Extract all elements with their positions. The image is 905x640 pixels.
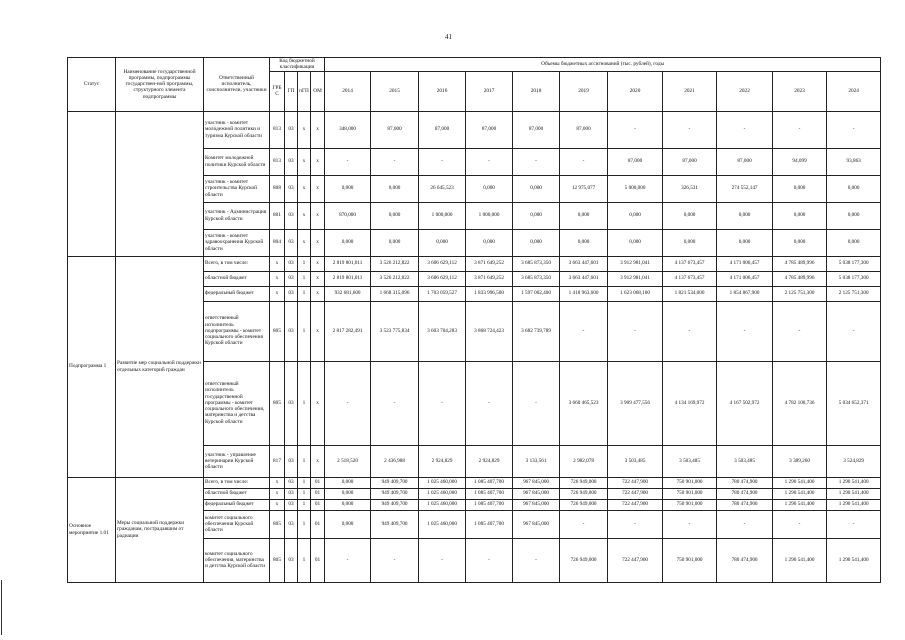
cell-amount: 3 909 477,556 xyxy=(608,361,663,445)
cell-amount: 0,000 xyxy=(419,229,466,256)
cell-code-om: 01 xyxy=(311,510,325,538)
cell-amount: 3 871 649,252 xyxy=(466,271,513,286)
cell-amount: 780 474,900 xyxy=(717,538,773,582)
cell-amount: 0,000 xyxy=(560,229,608,256)
cell-amount: 0,000 xyxy=(466,175,513,202)
cell-code-gp: 03 xyxy=(285,286,298,301)
cell-amount: 1 623 068,100 xyxy=(608,286,663,301)
cell-amount: 4 171 006,457 xyxy=(717,256,773,271)
cell-code-pgp: х xyxy=(298,148,311,175)
cell-amount: - xyxy=(827,111,881,148)
cell-code-pgp: 1 xyxy=(298,301,311,361)
cell-amount: - xyxy=(560,148,608,175)
cell-amount: 4 782 100,736 xyxy=(773,361,827,445)
cell-amount: 326,531 xyxy=(663,175,717,202)
cell-code-om: х xyxy=(311,361,325,445)
cell-amount: 3 133,561 xyxy=(513,445,560,477)
cell-amount: 0,000 xyxy=(325,229,371,256)
cell-code-pgp: х xyxy=(298,229,311,256)
header-code-group: Код бюджетной классификации xyxy=(270,58,325,72)
header-year: 2015 xyxy=(371,71,419,111)
cell-amount: 1 085 407,700 xyxy=(466,510,513,538)
cell-amount: - xyxy=(827,301,881,361)
cell-amount: 932 681,600 xyxy=(325,286,371,301)
cell-amount: - xyxy=(513,148,560,175)
cell-amount: - xyxy=(663,510,717,538)
cell-code-gp: 03 xyxy=(285,148,298,175)
cell-amount: 0,000 xyxy=(663,229,717,256)
cell-amount: 0,000 xyxy=(773,229,827,256)
budget-table xyxy=(67,57,881,583)
header-year: 2022 xyxy=(717,71,773,111)
cell-amount: 750 901,000 xyxy=(663,538,717,582)
cell-amount: 3 526 212,822 xyxy=(371,271,419,286)
cell-responsible: комитет социального обеспечения Курской области xyxy=(204,510,270,538)
cell-code-grbs: 804 xyxy=(270,229,285,256)
cell-amount: 4 167 502,972 xyxy=(717,361,773,445)
cell-amount: 3 606 629,112 xyxy=(419,256,466,271)
cell-code-pgp: х xyxy=(298,175,311,202)
cell-code-gp: 03 xyxy=(285,510,298,538)
cell-responsible: участник - управление ветеринарии Курской области xyxy=(204,445,270,477)
cell-code-om: х xyxy=(311,256,325,271)
cell-amount: - xyxy=(513,538,560,582)
cell-code-om: 01 xyxy=(311,499,325,510)
cell-amount: 3 663 447,601 xyxy=(560,256,608,271)
cell-code-grbs: х xyxy=(270,256,285,271)
cell-amount: 0,000 xyxy=(717,202,773,229)
header-name: Наименование государственной программы, подпрограммы государствен-ной программы, структурного элемента подпрограммы xyxy=(116,58,204,112)
cell-amount: 3 682 739,789 xyxy=(513,301,560,361)
cell-amount: 1 000,000 xyxy=(419,202,466,229)
cell-amount: 1 668 315,096 xyxy=(371,286,419,301)
cell-amount: 4 785 489,996 xyxy=(773,256,827,271)
cell-amount: 722 447,900 xyxy=(608,477,663,488)
cell-code-pgp: 1 xyxy=(298,488,311,499)
cell-code-om: х xyxy=(311,202,325,229)
cell-status: Подпрограмма 1 xyxy=(68,256,116,477)
header-year: 2018 xyxy=(513,71,560,111)
cell-code-om: 01 xyxy=(311,477,325,488)
cell-amount: 3 503,485 xyxy=(717,445,773,477)
cell-amount: 0,000 xyxy=(827,175,881,202)
cell-amount: 2 436,988 xyxy=(371,445,419,477)
cell-amount: - xyxy=(466,361,513,445)
cell-amount: 1 290 541,400 xyxy=(773,538,827,582)
cell-amount: 1 597 002,400 xyxy=(513,286,560,301)
header-year: 2019 xyxy=(560,71,608,111)
cell-amount: 2 819 801,011 xyxy=(325,256,371,271)
cell-amount: 0,000 xyxy=(513,229,560,256)
cell-responsible: Комитет молодежной политики Курской области xyxy=(204,148,270,175)
cell-responsible: ответственный исполнитель государственной программы - комитет социального обеспечения, материнства и детства Курской области xyxy=(204,361,270,445)
cell-amount: 0,000 xyxy=(466,229,513,256)
cell-amount: 0,000 xyxy=(827,229,881,256)
cell-amount: - xyxy=(325,538,371,582)
cell-amount: 0,000 xyxy=(325,175,371,202)
cell-amount: - xyxy=(717,301,773,361)
cell-amount: 0,000 xyxy=(560,202,608,229)
cell-amount: - xyxy=(325,361,371,445)
cell-code-om: х xyxy=(311,111,325,148)
cell-amount: 3 868 724,423 xyxy=(466,301,513,361)
cell-responsible: Всего, в том числе: xyxy=(204,256,270,271)
cell-amount: 0,000 xyxy=(325,488,371,499)
cell-amount: 0,000 xyxy=(773,175,827,202)
cell-amount: - xyxy=(773,301,827,361)
cell-code-gp: 03 xyxy=(285,445,298,477)
cell-amount: 2 924,829 xyxy=(466,445,513,477)
cell-code-grbs: х xyxy=(270,286,285,301)
cell-amount: - xyxy=(513,361,560,445)
cell-responsible: участник - Администрация Курской области xyxy=(204,202,270,229)
cell-amount: 1 290 541,400 xyxy=(773,477,827,488)
cell-amount: 1 703 059,527 xyxy=(419,286,466,301)
cell-code-om: х xyxy=(311,271,325,286)
cell-name: Развитие мер социальной поддержки отдельных категорий граждан xyxy=(116,256,204,477)
header-year: 2023 xyxy=(773,71,827,111)
cell-code-gp: 03 xyxy=(285,361,298,445)
cell-amount: 87,000 xyxy=(717,148,773,175)
cell-code-grbs: х xyxy=(270,271,285,286)
cell-code-pgp: х xyxy=(298,111,311,148)
cell-amount: 5 034 652,371 xyxy=(827,361,881,445)
cell-code-gp: 03 xyxy=(285,256,298,271)
cell-amount: 722 447,900 xyxy=(608,488,663,499)
cell-code-grbs: 813 xyxy=(270,111,285,148)
cell-amount: 3 660 465,523 xyxy=(560,361,608,445)
cell-code-gp: 03 xyxy=(285,488,298,499)
table-row xyxy=(68,256,881,271)
cell-amount: 26 645,523 xyxy=(419,175,466,202)
cell-amount: 750 901,000 xyxy=(663,499,717,510)
cell-code-gp: 03 xyxy=(285,477,298,488)
cell-code-grbs: 808 xyxy=(270,175,285,202)
header-code: ОМ xyxy=(311,71,325,111)
cell-amount: 87,000 xyxy=(663,148,717,175)
cell-name: Меры социальной поддержки гражданам, пострадавшим от радиации xyxy=(116,477,204,582)
cell-amount: 0,000 xyxy=(325,477,371,488)
cell-amount: 3 389,260 xyxy=(773,445,827,477)
cell-amount: 87,000 xyxy=(560,111,608,148)
cell-code-om: х xyxy=(311,301,325,361)
cell-code-grbs: 805 xyxy=(270,510,285,538)
header-code: пГП xyxy=(298,71,311,111)
cell-code-gp: 03 xyxy=(285,271,298,286)
cell-amount: 780 474,900 xyxy=(717,477,773,488)
cell-code-om: х xyxy=(311,148,325,175)
cell-amount: 4 171 006,457 xyxy=(717,271,773,286)
cell-amount: 1 290 541,400 xyxy=(773,488,827,499)
cell-code-gp: 03 xyxy=(285,202,298,229)
cell-amount: 0,000 xyxy=(608,202,663,229)
cell-amount: 870,000 xyxy=(325,202,371,229)
header-volume-group: Объемы бюджетных ассигнований (тыс. рублей), годы xyxy=(325,58,881,72)
cell-amount: 1 025 460,000 xyxy=(419,499,466,510)
cell-code-grbs: 801 xyxy=(270,202,285,229)
cell-amount: 2 518,520 xyxy=(325,445,371,477)
cell-amount: 1 854 867,900 xyxy=(717,286,773,301)
cell-name xyxy=(116,111,204,256)
cell-amount: 967 845,000 xyxy=(513,510,560,538)
cell-amount: 722 447,900 xyxy=(608,538,663,582)
cell-amount: 87,000 xyxy=(608,148,663,175)
cell-code-om: х xyxy=(311,445,325,477)
header-year: 2016 xyxy=(419,71,466,111)
table-row xyxy=(68,111,881,148)
cell-amount: 949 409,700 xyxy=(371,499,419,510)
cell-code-pgp: 1 xyxy=(298,510,311,538)
cell-status xyxy=(68,111,116,256)
cell-responsible: областной бюджет xyxy=(204,488,270,499)
cell-amount: 1 025 460,000 xyxy=(419,477,466,488)
cell-amount: - xyxy=(663,301,717,361)
cell-amount: 274 552,147 xyxy=(717,175,773,202)
cell-amount: - xyxy=(325,148,371,175)
cell-code-gp: 03 xyxy=(285,538,298,582)
cell-responsible: областной бюджет xyxy=(204,271,270,286)
cell-amount: 3 663 447,601 xyxy=(560,271,608,286)
cell-amount: - xyxy=(608,111,663,148)
cell-amount: 949 409,700 xyxy=(371,488,419,499)
header-year: 2024 xyxy=(827,71,881,111)
cell-amount: - xyxy=(608,510,663,538)
cell-code-om: 01 xyxy=(311,488,325,499)
cell-amount: 87,000 xyxy=(419,111,466,148)
cell-amount: - xyxy=(371,361,419,445)
cell-amount: 2 125 751,300 xyxy=(827,286,881,301)
cell-amount: - xyxy=(419,361,466,445)
cell-amount: 1 085 407,700 xyxy=(466,477,513,488)
cell-code-grbs: х xyxy=(270,488,285,499)
cell-code-grbs: 817 xyxy=(270,445,285,477)
cell-amount: 726 949,000 xyxy=(560,499,608,510)
cell-amount: 1 833 996,500 xyxy=(466,286,513,301)
cell-amount: 1 290 541,400 xyxy=(827,477,881,488)
cell-amount: 1 000,000 xyxy=(466,202,513,229)
cell-code-pgp: х xyxy=(298,202,311,229)
cell-code-gp: 03 xyxy=(285,301,298,361)
cell-amount: 87,000 xyxy=(513,111,560,148)
cell-responsible: федеральный бюджет xyxy=(204,499,270,510)
cell-amount: - xyxy=(371,538,419,582)
cell-amount: 2 819 801,011 xyxy=(325,271,371,286)
cell-amount: - xyxy=(717,111,773,148)
cell-amount: 0,000 xyxy=(663,202,717,229)
cell-amount: - xyxy=(773,111,827,148)
header-code: ГП xyxy=(285,71,298,111)
cell-status: Основное мероприятие 1.01 xyxy=(68,477,116,582)
cell-amount: 726 949,000 xyxy=(560,488,608,499)
cell-code-gp: 03 xyxy=(285,499,298,510)
cell-amount: 5 038 177,300 xyxy=(827,271,881,286)
cell-code-pgp: 1 xyxy=(298,477,311,488)
header-status: Статус xyxy=(68,58,116,112)
cell-amount: 780 474,900 xyxy=(717,499,773,510)
cell-amount: 0,000 xyxy=(717,229,773,256)
cell-amount: 0,000 xyxy=(325,510,371,538)
cell-amount: - xyxy=(560,301,608,361)
cell-responsible: участник - комитет строительства Курской области xyxy=(204,175,270,202)
cell-amount: 1 085 407,700 xyxy=(466,499,513,510)
cell-amount: 2 125 751,300 xyxy=(773,286,827,301)
cell-code-om: х xyxy=(311,175,325,202)
cell-responsible: участник - комитет молодежной политики и туризма Курской области xyxy=(204,111,270,148)
cell-amount: 3 526 212,822 xyxy=(371,256,419,271)
header-year: 2021 xyxy=(663,71,717,111)
header-responsible: Ответственный исполнитель, соисполнители, участники xyxy=(204,58,270,112)
cell-code-pgp: 1 xyxy=(298,499,311,510)
cell-responsible: Всего, в том числе: xyxy=(204,477,270,488)
cell-code-gp: 03 xyxy=(285,111,298,148)
cell-amount: 5 038 177,300 xyxy=(827,256,881,271)
cell-amount: 1 290 541,400 xyxy=(773,499,827,510)
cell-amount: 348,000 xyxy=(325,111,371,148)
cell-amount: 3 606 629,112 xyxy=(419,271,466,286)
cell-amount: - xyxy=(466,538,513,582)
cell-code-om: х xyxy=(311,286,325,301)
cell-amount: 967 845,000 xyxy=(513,488,560,499)
cell-code-pgp: 1 xyxy=(298,271,311,286)
cell-amount: 3 503,485 xyxy=(663,445,717,477)
cell-code-grbs: 805 xyxy=(270,361,285,445)
cell-amount: - xyxy=(560,510,608,538)
cell-amount: 726 949,000 xyxy=(560,538,608,582)
cell-amount: - xyxy=(419,148,466,175)
header-year: 2014 xyxy=(325,71,371,111)
cell-amount: 1 085 407,700 xyxy=(466,488,513,499)
cell-amount: 949 409,700 xyxy=(371,477,419,488)
cell-code-gp: 03 xyxy=(285,229,298,256)
cell-amount: 1 025 460,000 xyxy=(419,510,466,538)
cell-code-pgp: 1 xyxy=(298,256,311,271)
cell-amount: 750 901,000 xyxy=(663,488,717,499)
cell-code-grbs: х xyxy=(270,477,285,488)
cell-amount: 1 418 963,600 xyxy=(560,286,608,301)
cell-amount: 3 503,485 xyxy=(608,445,663,477)
cell-amount: 3 685 873,350 xyxy=(513,271,560,286)
cell-amount: 3 603 704,283 xyxy=(419,301,466,361)
cell-amount: 949 409,700 xyxy=(371,510,419,538)
cell-amount: 1 290 541,400 xyxy=(827,538,881,582)
cell-amount: 1 025 460,000 xyxy=(419,488,466,499)
cell-amount: 3 912 981,041 xyxy=(608,271,663,286)
cell-code-grbs: х xyxy=(270,499,285,510)
cell-code-pgp: 1 xyxy=(298,286,311,301)
cell-amount: 0,000 xyxy=(608,229,663,256)
cell-amount: - xyxy=(419,538,466,582)
table-row xyxy=(68,477,881,488)
header-year: 2017 xyxy=(466,71,513,111)
header-year: 2020 xyxy=(608,71,663,111)
cell-amount: 1 290 541,400 xyxy=(827,488,881,499)
cell-amount: 1 821 534,000 xyxy=(663,286,717,301)
cell-amount: 3 523 775,834 xyxy=(371,301,419,361)
cell-code-pgp: 1 xyxy=(298,361,311,445)
cell-responsible: комитет социального обеспечения, материнства и детства Курской области xyxy=(204,538,270,582)
cell-amount: 0,000 xyxy=(371,229,419,256)
cell-amount: - xyxy=(608,301,663,361)
cell-amount: 0,000 xyxy=(827,202,881,229)
cell-amount: 0,000 xyxy=(513,175,560,202)
cell-amount: - xyxy=(717,510,773,538)
cell-amount: 12 975,077 xyxy=(560,175,608,202)
cell-code-om: х xyxy=(311,229,325,256)
cell-amount: 0,000 xyxy=(371,175,419,202)
cell-amount: - xyxy=(663,111,717,148)
cell-amount: 4 134 169,972 xyxy=(663,361,717,445)
page-number: 41 xyxy=(445,33,452,41)
cell-amount: 0,000 xyxy=(325,499,371,510)
cell-amount: 2 982,078 xyxy=(560,445,608,477)
cell-amount: 4 785 489,996 xyxy=(773,271,827,286)
cell-amount: 3 685 873,350 xyxy=(513,256,560,271)
cell-amount: 3 871 649,252 xyxy=(466,256,513,271)
margin-rule xyxy=(1,580,2,635)
cell-amount: 0,000 xyxy=(513,202,560,229)
cell-amount: - xyxy=(466,148,513,175)
cell-amount: 4 137 673,457 xyxy=(663,256,717,271)
cell-amount: - xyxy=(773,510,827,538)
cell-amount: 0,000 xyxy=(773,202,827,229)
cell-amount: - xyxy=(371,148,419,175)
cell-code-grbs: 805 xyxy=(270,538,285,582)
cell-amount: 750 901,000 xyxy=(663,477,717,488)
cell-amount: 5 000,000 xyxy=(608,175,663,202)
cell-amount: 1 290 541,400 xyxy=(827,499,881,510)
cell-responsible: ответственный исполнитель подпрограммы - комитет социального обеспечения Курской области xyxy=(204,301,270,361)
cell-amount: 4 137 673,457 xyxy=(663,271,717,286)
cell-amount: 87,000 xyxy=(466,111,513,148)
header-code: ГРБС xyxy=(270,71,285,111)
cell-amount: 967 845,000 xyxy=(513,477,560,488)
cell-amount: 726 949,000 xyxy=(560,477,608,488)
cell-amount: 3 912 981,041 xyxy=(608,256,663,271)
cell-code-om: 01 xyxy=(311,538,325,582)
cell-amount: 2 924,829 xyxy=(419,445,466,477)
cell-responsible: федеральный бюджет xyxy=(204,286,270,301)
cell-amount: - xyxy=(827,510,881,538)
cell-responsible: участник - комитет здравоохранения Курской области xyxy=(204,229,270,256)
cell-code-gp: 03 xyxy=(285,175,298,202)
cell-amount: 93,863 xyxy=(827,148,881,175)
cell-code-grbs: 805 xyxy=(270,301,285,361)
cell-code-pgp: 1 xyxy=(298,538,311,582)
cell-code-grbs: 813 xyxy=(270,148,285,175)
cell-amount: 722 447,900 xyxy=(608,499,663,510)
cell-amount: 3 524,829 xyxy=(827,445,881,477)
cell-amount: 0,000 xyxy=(371,202,419,229)
cell-amount: 87,000 xyxy=(371,111,419,148)
cell-amount: 780 474,900 xyxy=(717,488,773,499)
cell-amount: 94,099 xyxy=(773,148,827,175)
cell-amount: 967 845,000 xyxy=(513,499,560,510)
cell-amount: 2 817 282,491 xyxy=(325,301,371,361)
cell-code-pgp: 1 xyxy=(298,445,311,477)
